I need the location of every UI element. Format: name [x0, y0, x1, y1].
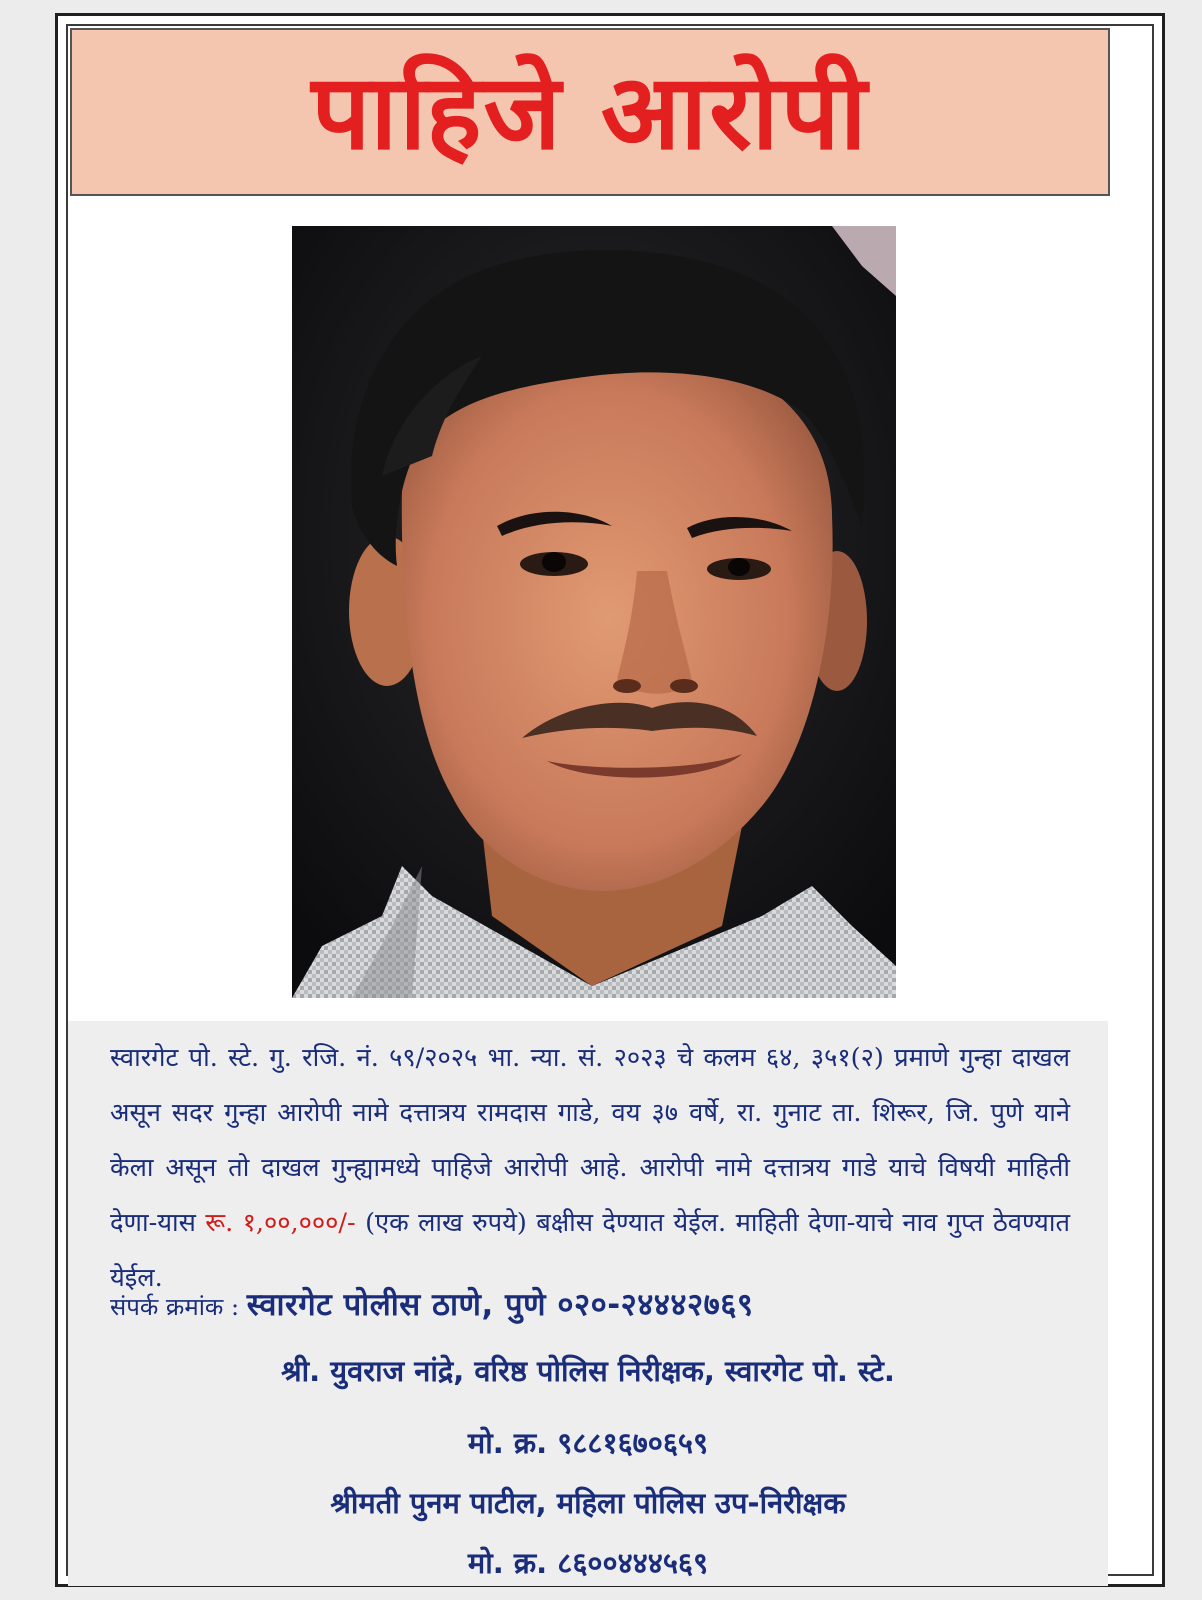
case-text-part1: स्वारगेट पो. स्टे. गु. रजि. नं. ५९/२०२५ भा. न्या. सं. २०२३ चे कलम ६४, ३५१(२) प्रमाणे गुन्हा दाखल असून सदर गुन्हा आरोपी नामे दत्तात्रय रामदास गाडे, वय ३७ वर्षे, रा. गुनाट ता. शिरूर, जि. पुणे याने केला असून तो दाखल गुन्ह्यामध्ये पाहिजे आरोपी आहे. आरोपी नामे दत्तात्रय गाडे याचे विषयी माहिती देणा-यास — [110, 1043, 1070, 1238]
headline: पाहिजे आरोपी — [311, 51, 869, 173]
case-text-part2: (एक लाख रुपये) बक्षीस देण्यात येईल. माहिती देणा-याचे नाव गुप्त ठेवण्यात येईल. — [110, 1208, 1070, 1293]
officer-1-name: श्री. युवराज नांद्रे, वरिष्ठ पोलिस निरीक्षक, स्वारगेट पो. स्टे. — [281, 1354, 895, 1388]
officer-2-phone: मो. क्र. ८६००४४४५६९ — [467, 1546, 709, 1580]
officer-1-phone: मो. क्र. ९८८१६७०६५९ — [467, 1426, 709, 1460]
wanted-poster — [55, 13, 1165, 1587]
case-description — [110, 1031, 1070, 1306]
headline-banner — [70, 28, 1110, 196]
suspect-photo — [292, 226, 896, 998]
contact-line — [110, 1283, 1090, 1325]
officer-2-name: श्रीमती पुनम पाटील, महिला पोलिस उप-निरीक्षक — [330, 1486, 846, 1520]
contact-number: स्वारगेट पोलीस ठाणे, पुणे ०२०-२४४४२७६९ — [246, 1287, 754, 1323]
reward-amount: रू. १,००,०००/- — [205, 1208, 356, 1238]
contact-label: संपर्क क्रमांक : — [110, 1293, 247, 1321]
details-section — [68, 1021, 1108, 1586]
poster-frame — [66, 24, 1154, 1580]
portrait-illustration — [292, 226, 896, 998]
